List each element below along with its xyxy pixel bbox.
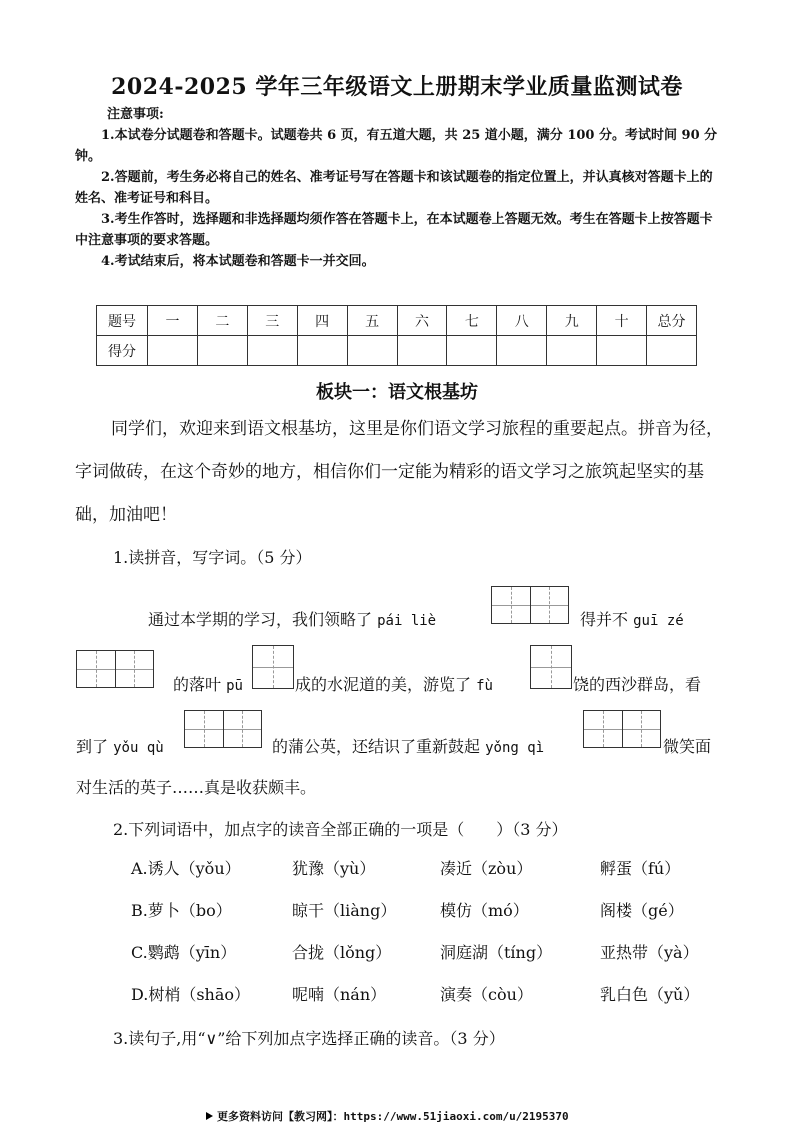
score-row-label: 得分: [97, 336, 148, 366]
note-item: 3.考生作答时，选择题和非选择题均须作答在答题卡上，在本试题卷上答题无效。考生在答题卡上按答题卡中注意事项的要求答题。: [75, 212, 713, 248]
writing-grid[interactable]: [184, 710, 262, 748]
q1-line1-tail: [580, 607, 684, 630]
q1-text: 的蒲公英，还结识了重新鼓起: [272, 737, 481, 756]
q2-option-a[interactable]: A.诱人（yǒu）: [131, 859, 241, 878]
q1-line3b: [272, 734, 544, 757]
pinyin-label: pū: [226, 678, 243, 694]
score-cell[interactable]: [597, 336, 647, 366]
score-table: [96, 305, 697, 366]
q2-option-word: 孵蛋（fú）: [600, 859, 681, 878]
q3-title: 3.读句子,用“∨”给下列加点字选择正确的读音。（3 分）: [113, 1029, 505, 1048]
writing-grid[interactable]: [530, 645, 572, 689]
q2-option-b[interactable]: B.萝卜（bo）: [131, 901, 232, 920]
pinyin-label: yǒng qì: [485, 740, 545, 756]
score-header-cell: 七: [447, 306, 497, 336]
footer-link[interactable]: 更多资料访问【教习网】：https://www.51jiaoxi.com/u/2195370: [217, 1110, 569, 1123]
score-cell[interactable]: [547, 336, 597, 366]
q2-option-word: 凑近（zòu）: [440, 859, 533, 878]
score-header-cell: 六: [397, 306, 447, 336]
score-cell[interactable]: [197, 336, 247, 366]
pinyin-label: guī zé: [633, 613, 684, 629]
score-header-cell: 八: [497, 306, 547, 336]
score-cell[interactable]: [397, 336, 447, 366]
q1-text: 到了: [76, 737, 109, 756]
notes-block: [75, 104, 725, 272]
q2-option-word: 洞庭湖（tíng）: [440, 943, 553, 962]
q2-option-word: 晾干（liàng）: [292, 901, 397, 920]
writing-grid[interactable]: [252, 645, 294, 689]
q1-text: 得并不: [580, 610, 629, 629]
pinyin-label: yǒu qù: [113, 740, 164, 756]
q1-line4: 对生活的英子……真是收获颇丰。: [76, 778, 317, 797]
writing-grid[interactable]: [583, 710, 661, 748]
q1-text: 成的水泥道的美，游览了: [295, 675, 472, 694]
score-header-cell: 总分: [647, 306, 697, 336]
q1-text: 通过本学期的学习，我们领略了: [148, 610, 373, 629]
q1-line3: [76, 734, 164, 757]
q2-option-word: 合拢（lǒng）: [292, 943, 392, 962]
score-header-cell: 三: [247, 306, 297, 336]
flag-icon: [206, 1112, 213, 1120]
score-header-cell: 十: [597, 306, 647, 336]
q2-option-word: 模仿（mó）: [440, 901, 529, 920]
q2-option-word: 犹豫（yù）: [292, 859, 376, 878]
score-cell[interactable]: [447, 336, 497, 366]
q2-title: 2.下列词语中，加点字的读音全部正确的一项是（ ）（3 分）: [113, 820, 568, 839]
note-item: 2.答题前，考生务必将自己的姓名、准考证号写在答题卡和该试题卷的指定位置上，并认真核对答题卡上的姓名、准考证号和科目。: [75, 170, 713, 206]
score-cell[interactable]: [148, 336, 198, 366]
q1-line1: [148, 607, 436, 630]
q2-option-word: 演奏（còu）: [440, 985, 533, 1004]
pinyin-label: fù: [476, 678, 493, 694]
note-item: 1.本试卷分试题卷和答题卡。试题卷共 6 页，有五道大题，共 25 道小题，满分 100 分。考试时间 90 分钟。: [75, 128, 718, 164]
notes-heading: 注意事项:: [107, 107, 164, 122]
score-table-header-row: [97, 306, 697, 336]
score-header-cell: 一: [148, 306, 198, 336]
score-header-cell: 四: [297, 306, 347, 336]
intro-text: 同学们，欢迎来到语文根基坊，这里是你们语文学习旅程的重要起点。拼音为径，字词做砖，在这个奇妙的地方，相信你们一定能为精彩的语文学习之旅筑起坚实的基础，加油吧！: [75, 419, 723, 525]
writing-grid[interactable]: [491, 586, 569, 624]
score-header-cell: 题号: [97, 306, 148, 336]
score-cell[interactable]: [297, 336, 347, 366]
q2-option-word: 呢喃（nán）: [292, 985, 387, 1004]
q1-line2: [173, 672, 243, 695]
q2-option-word: 亚热带（yà）: [600, 943, 699, 962]
q2-option-c[interactable]: C.鹦鹉（yīn）: [131, 943, 237, 962]
score-header-cell: 九: [547, 306, 597, 336]
score-cell[interactable]: [647, 336, 697, 366]
footer: [206, 1108, 569, 1124]
page-title: 2024-2025 学年三年级语文上册期末学业质量监测试卷: [111, 74, 683, 100]
q2-option-d[interactable]: D.树梢（shāo）: [131, 985, 251, 1004]
intro-paragraph: [75, 408, 725, 537]
q2-option-word: 阁楼（gé）: [600, 901, 684, 920]
score-table-score-row: [97, 336, 697, 366]
score-cell[interactable]: [497, 336, 547, 366]
q1-text: 的落叶: [173, 675, 222, 694]
note-item: 4.考试结束后，将本试题卷和答题卡一并交回。: [101, 254, 375, 269]
score-cell[interactable]: [247, 336, 297, 366]
writing-grid[interactable]: [76, 650, 154, 688]
score-header-cell: 五: [347, 306, 397, 336]
q1-line2-tail: 饶的西沙群岛，看: [573, 675, 702, 694]
q2-option-word: 乳白色（yǔ）: [600, 985, 700, 1004]
section-title: 板块一：语文根基坊: [316, 382, 478, 403]
pinyin-label: pái liè: [377, 613, 437, 629]
q1-line3-tail: 微笑面: [663, 737, 712, 756]
q1-title: 1.读拼音，写字词。（5 分）: [113, 548, 312, 567]
q1-line2b: [295, 672, 493, 695]
score-header-cell: 二: [197, 306, 247, 336]
score-cell[interactable]: [347, 336, 397, 366]
